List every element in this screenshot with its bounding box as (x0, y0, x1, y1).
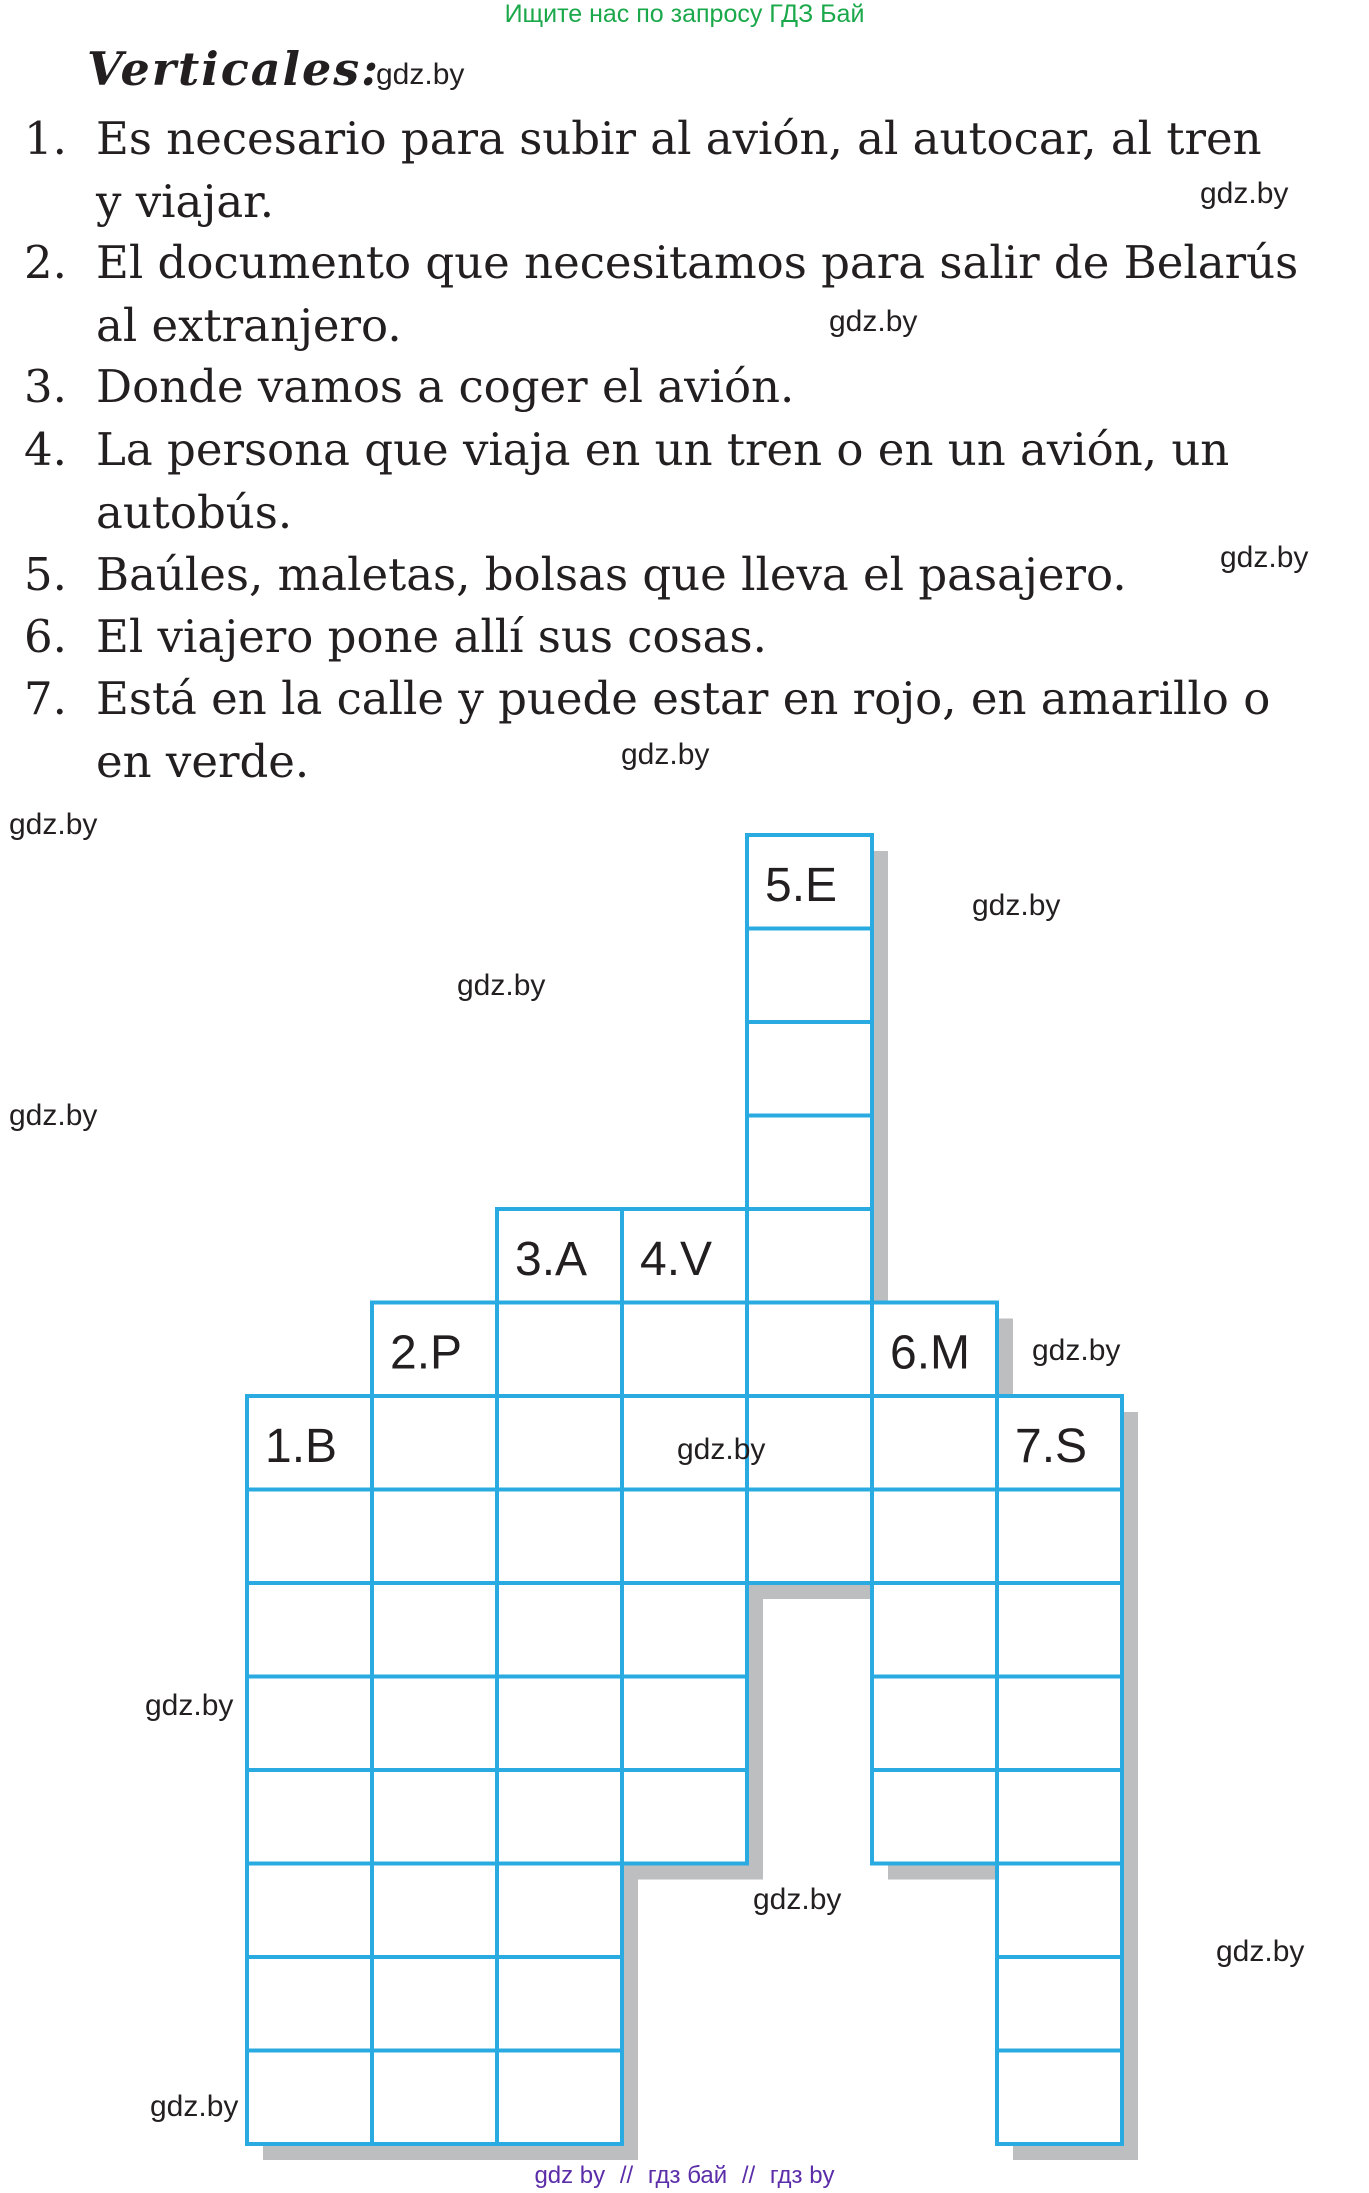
column-start-label: 7.S (1015, 1420, 1088, 1473)
crossword-cell[interactable] (497, 1303, 622, 1397)
crossword-cell[interactable] (497, 1583, 622, 1677)
crossword-cell[interactable] (872, 1677, 997, 1771)
footer-links (0, 2162, 1369, 2190)
crossword-cell[interactable] (622, 1303, 747, 1397)
watermark: gdz.by (1216, 1935, 1305, 1968)
watermark: gdz.by (753, 1883, 842, 1916)
crossword-cell[interactable] (497, 1957, 622, 2051)
crossword-cell[interactable] (872, 1396, 997, 1490)
clue-text-continued: y viajar. (96, 175, 275, 228)
crossword-cell[interactable] (997, 1864, 1122, 1958)
crossword-cell[interactable] (247, 2051, 372, 2145)
crossword-cell[interactable] (372, 1677, 497, 1771)
crossword-cell[interactable] (747, 1490, 872, 1584)
crossword-cell[interactable] (247, 1770, 372, 1864)
crossword-cell[interactable] (872, 1770, 997, 1864)
crossword-cell[interactable] (247, 1583, 372, 1677)
crossword-cell[interactable] (372, 1490, 497, 1584)
footer-link-gdz-by[interactable]: gdz by (534, 2162, 606, 2189)
watermark: gdz.by (9, 808, 98, 841)
column-start-label: 3.A (515, 1233, 588, 1286)
crossword-cell[interactable] (372, 1583, 497, 1677)
crossword-cell[interactable] (372, 1864, 497, 1958)
crossword-cell[interactable] (747, 929, 872, 1023)
crossword-cell[interactable] (372, 1770, 497, 1864)
watermark: gdz.by (829, 305, 918, 338)
crossword-cell[interactable] (497, 1770, 622, 1864)
crossword-cell[interactable] (622, 1677, 747, 1771)
section-heading: Verticales: (87, 42, 381, 96)
footer-link-gdz-bai[interactable]: гдз бай (647, 2162, 728, 2189)
crossword-cell[interactable] (497, 1677, 622, 1771)
clue-number: 3. (24, 360, 67, 413)
clue-text: La persona que viaja en un tren o en un avión, un (96, 423, 1230, 476)
crossword-cell[interactable] (747, 1022, 872, 1116)
clue-number: 1. (24, 112, 67, 165)
crossword-cell[interactable] (372, 1396, 497, 1490)
crossword-cell[interactable] (747, 1209, 872, 1303)
clue-text: El viajero pone allí sus cosas. (96, 610, 767, 663)
clue-text-continued: en verde. (96, 735, 310, 788)
crossword-cell[interactable] (497, 1864, 622, 1958)
clue-text: Baúles, maletas, bolsas que lleva el pasajero. (96, 548, 1127, 601)
clue-text-continued: al extranjero. (96, 299, 402, 352)
clue-number: 5. (24, 548, 67, 601)
watermark: gdz.by (621, 738, 710, 771)
clue-number: 7. (24, 672, 67, 725)
clue-number: 6. (24, 610, 67, 663)
crossword-cell[interactable] (247, 1957, 372, 2051)
crossword-cell[interactable] (622, 1490, 747, 1584)
top-search-hint[interactable]: Ищите нас по запросу ГДЗ Бай (504, 0, 865, 28)
watermark: gdz.by (376, 58, 465, 91)
crossword-cell[interactable] (872, 1583, 997, 1677)
crossword-cell[interactable] (747, 1116, 872, 1210)
grid-cells (247, 835, 1122, 2144)
crossword-cell[interactable] (247, 1677, 372, 1771)
watermark: gdz.by (1220, 541, 1309, 574)
crossword-cell[interactable] (497, 2051, 622, 2145)
crossword-cell[interactable] (997, 1490, 1122, 1584)
crossword-cell[interactable] (372, 2051, 497, 2145)
watermark: gdz.by (457, 969, 546, 1002)
crossword-cell[interactable] (747, 1396, 872, 1490)
clue-number: 4. (24, 423, 67, 476)
crossword-cell[interactable] (997, 1583, 1122, 1677)
watermark: gdz.by (677, 1433, 766, 1466)
crossword-cell[interactable] (247, 1490, 372, 1584)
column-start-label: 5.E (765, 859, 838, 912)
column-start-label: 1.B (265, 1420, 338, 1473)
footer-separator: // (619, 2162, 634, 2189)
column-start-label: 6.M (890, 1326, 971, 1380)
crossword-cell[interactable] (872, 1490, 997, 1584)
crossword-cell[interactable] (497, 1490, 622, 1584)
crossword-cell[interactable] (997, 1770, 1122, 1864)
watermark: gdz.by (1032, 1334, 1121, 1367)
watermark: gdz.by (145, 1689, 234, 1722)
clue-text: El documento que necesitamos para salir de Belarús (96, 236, 1299, 289)
crossword-cell[interactable] (622, 1770, 747, 1864)
clue-text: Está en la calle y puede estar en rojo, en amarillo o (96, 672, 1271, 725)
footer-separator: // (741, 2162, 756, 2189)
crossword-cell[interactable] (997, 1957, 1122, 2051)
clue-text: Es necesario para subir al avión, al autocar, al tren (96, 112, 1262, 165)
clue-text-continued: autobús. (96, 486, 293, 539)
watermark: gdz.by (972, 889, 1061, 922)
clue-number: 2. (24, 236, 67, 289)
watermark: gdz.by (150, 2090, 239, 2123)
column-start-label: 2.P (390, 1326, 463, 1380)
crossword-cell[interactable] (997, 2051, 1122, 2145)
column-start-label: 4.V (640, 1233, 713, 1286)
clue-text: Donde vamos a coger el avión. (96, 360, 795, 413)
crossword-cell[interactable] (497, 1396, 622, 1490)
footer-link-gdz-by-2[interactable]: гдз by (769, 2162, 835, 2189)
crossword-cell[interactable] (997, 1677, 1122, 1771)
crossword-cell[interactable] (247, 1864, 372, 1958)
crossword-cell[interactable] (622, 1583, 747, 1677)
watermark: gdz.by (9, 1099, 98, 1132)
watermark: gdz.by (1200, 177, 1289, 210)
crossword-cell[interactable] (372, 1957, 497, 2051)
crossword-cell[interactable] (747, 1303, 872, 1397)
